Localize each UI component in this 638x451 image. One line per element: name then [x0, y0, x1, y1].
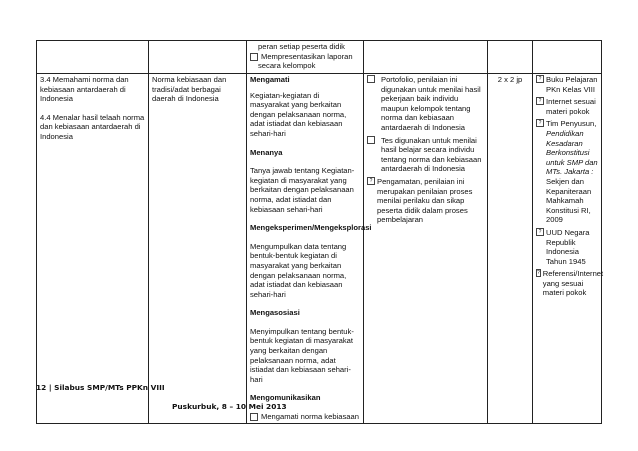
penilaian-item: Portofolio, penilaian ini digunakan untuk menilai hasil pekerjaan baik individu maupun kelompok tentang norma dan kebiasaan antardaerah di Indonesia	[381, 75, 481, 132]
empty-box-icon	[367, 75, 375, 83]
footer-place-date: Puskurbuk, 8 – 10 Mei 2013	[172, 402, 287, 411]
sumber-cell	[533, 74, 602, 424]
section-text: Mengamati norma kebiasaan	[261, 412, 359, 422]
kompetensi-dasar-cell	[37, 74, 149, 424]
sumber-item: Referensi/Internet yang sesuai materi pokok	[542, 269, 604, 298]
checkbox-icon: ?	[536, 119, 544, 127]
section-text: Tanya jawab tentang Kegiatan-kegiatan di masyarakat yang berkaitan dengan pelaksanaan norma, adat istiadat dan kebiasaan sehari-hari	[250, 166, 355, 214]
sumber-item: Internet sesuai materi pokok	[546, 97, 596, 116]
kd-item: 3.4 Memahami norma dan kebiasaan antardaerah di Indonesia	[40, 75, 129, 104]
checkbox-icon: ?	[536, 75, 544, 83]
kegiatan-cell-top	[247, 41, 364, 74]
sumber-item-title: Pendidikan Kesadaran Berkonstitusi untuk SMP dan MTs. Jakarta :	[546, 128, 598, 177]
kd-item: 4.4 Menalar hasil telaah norma dan kebiasaan antardaerah di Indonesia	[40, 112, 145, 141]
penilaian-cell	[364, 74, 488, 424]
sumber-item: UUD Negara Republik Indonesia Tahun 1945	[546, 227, 590, 266]
empty-box-icon	[250, 413, 258, 421]
table-row	[37, 74, 602, 424]
section-title: Menanya	[250, 147, 283, 157]
page-footer: 12 | Silabus SMP/MTs PPKn VIII	[36, 383, 165, 392]
sumber-item: Buku Pelajaran PKn Kelas VIII	[546, 75, 598, 94]
section-title: Mengomunikasikan	[250, 393, 321, 403]
syllabus-table	[36, 40, 602, 424]
sumber-item: Tim Penyusun,	[546, 119, 597, 129]
section-text: Mengumpulkan data tentang bentuk-bentuk kegiatan di masyarakat yang berkaitan dengan pelaksanaan norma, adat istiadat dan kebiasaan sehari-hari	[250, 241, 347, 299]
text-line: peran setiap peserta didik	[258, 42, 345, 51]
empty-box-icon	[367, 136, 375, 144]
text-line: Mempresentasikan laporan	[261, 51, 353, 61]
text-line: secara kelompok	[258, 61, 316, 71]
section-title: Mengamati	[250, 75, 290, 84]
table-row	[37, 41, 602, 74]
checkbox-icon: ?	[536, 228, 544, 236]
section-title: Mengeksperimen/Mengeksplorasi	[250, 223, 372, 233]
penilaian-item: Pengamatan, penilaian ini merupakan penilaian proses menilai perilaku dan sikap peserta didik dalam proses pembelajaran	[377, 176, 473, 225]
sumber-item: Sekjen dan Kepaniteraan Mahkamah Konstitusi RI, 2009	[546, 176, 592, 225]
materi-cell: Norma kebiasaan dan tradisi/adat berbagai daerah di Indonesia	[149, 74, 247, 424]
checkbox-icon: ?	[367, 177, 375, 185]
section-title: Mengasosiasi	[250, 308, 300, 318]
kegiatan-cell	[247, 74, 372, 424]
section-text: Menyimpulkan tentang bentuk-bentuk kegiatan di masyarakat yang berkaitan dengan pelaksanaan norma, adat istiadat dan kebiasaan sehari-hari	[250, 326, 354, 384]
penilaian-item: Tes digunakan untuk menilai hasil belajar secara individu tentang norma dan kebiasaan antardaerah di Indonesia	[381, 135, 482, 174]
empty-box-icon	[250, 53, 258, 61]
waktu-cell: 2 x 2 jp	[488, 74, 533, 424]
checkbox-icon: ?	[536, 97, 544, 105]
checkbox-icon: ?	[537, 270, 540, 277]
section-text: Kegiatan-kegiatan di masyarakat yang berkaitan dengan pelaksanaan norma, adat istiadat dan kebiasaan sehari-hari	[250, 90, 347, 138]
